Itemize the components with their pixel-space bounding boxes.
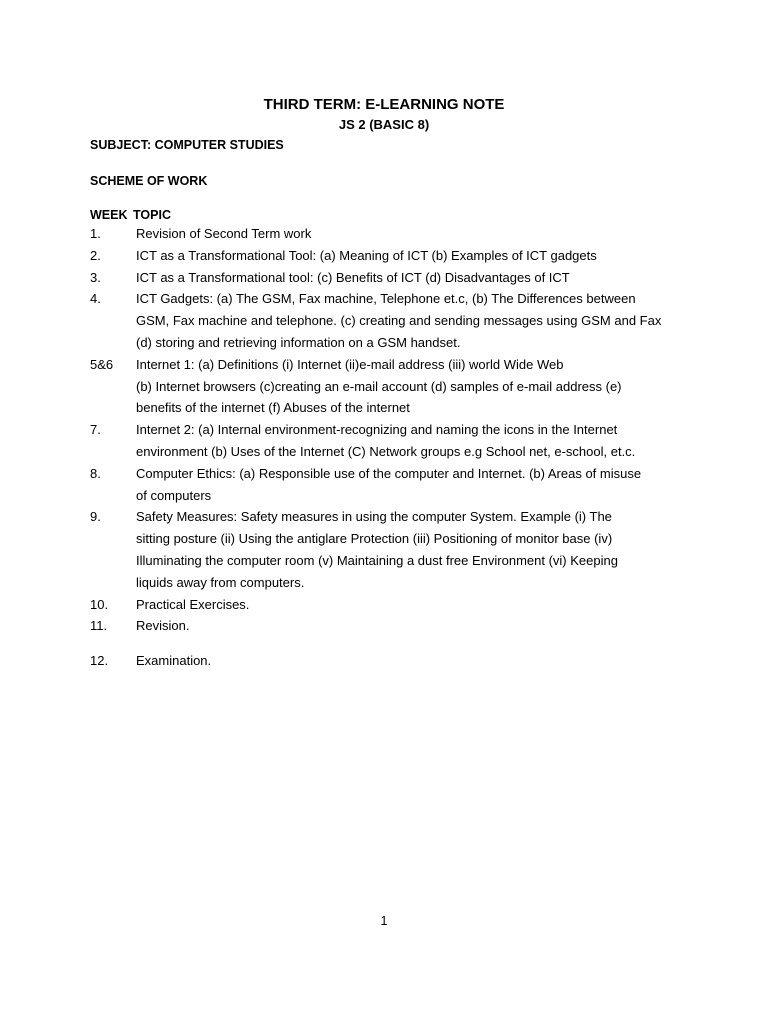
- week-number: 1.: [90, 226, 101, 241]
- subject-heading: SUBJECT: COMPUTER STUDIES: [90, 138, 284, 152]
- page-number: 1: [380, 914, 388, 928]
- topic-text: ICT as a Transformational tool: (c) Benefits of ICT (d) Disadvantages of ICT: [136, 269, 570, 285]
- document-subtitle: JS 2 (BASIC 8): [338, 117, 430, 132]
- list-item: [90, 615, 690, 637]
- week-number: 7.: [90, 422, 101, 438]
- list-item: [90, 267, 690, 289]
- topic-text: (d) storing and retrieving information on a GSM handset.: [136, 334, 461, 350]
- list-item: [90, 594, 690, 616]
- topic-text: Practical Exercises.: [136, 596, 250, 612]
- week-number: 10.: [90, 596, 109, 612]
- week-number: 8.: [90, 465, 101, 481]
- topic-text: of computers: [136, 487, 212, 503]
- week-number: 2.: [90, 247, 101, 263]
- week-number: 4.: [90, 291, 101, 307]
- topic-text: (b) Internet browsers (c)creating an e-mail account (d) samples of e-mail address (e): [136, 378, 622, 394]
- scheme-list: [90, 223, 690, 672]
- week-number: 3.: [90, 269, 101, 285]
- topic-text: Safety Measures: Safety measures in using the computer System. Example (i) The: [136, 509, 612, 525]
- topic-text: sitting posture (ii) Using the antiglare Protection (iii) Positioning of monitor base (iv): [136, 531, 613, 547]
- topic-text: benefits of the internet (f) Abuses of the internet: [136, 400, 410, 416]
- week-number: 9.: [90, 509, 101, 525]
- topic-column-header: TOPIC: [133, 208, 171, 222]
- topic-text: ICT Gadgets: (a) The GSM, Fax machine, Telephone et.c, (b) The Differences between: [136, 291, 636, 307]
- list-item: [90, 650, 690, 672]
- document-title: THIRD TERM: E-LEARNING NOTE: [263, 96, 505, 113]
- list-item: [90, 288, 690, 353]
- topic-text: GSM, Fax machine and telephone. (c) creating and sending messages using GSM and Fax: [136, 313, 662, 329]
- topic-text: Revision of Second Term work: [136, 226, 312, 241]
- topic-text: Examination.: [136, 653, 212, 669]
- topic-text: liquids away from computers.: [136, 574, 305, 590]
- topic-text: ICT as a Transformational Tool: (a) Meaning of ICT (b) Examples of ICT gadgets: [136, 247, 597, 263]
- topic-text: Revision.: [136, 618, 190, 634]
- list-item: [90, 506, 690, 593]
- week-number: 5&6: [90, 356, 114, 372]
- week-number: 12.: [90, 653, 109, 669]
- topic-text: Computer Ethics: (a) Responsible use of the computer and Internet. (b) Areas of misuse: [136, 465, 642, 481]
- list-item: [90, 463, 690, 507]
- week-number: 11.: [90, 618, 108, 634]
- list-item: [90, 419, 690, 463]
- list-item: [90, 223, 690, 245]
- topic-text: Internet 1: (a) Definitions (i) Internet (ii)e-mail address (iii) world Wide Web: [136, 356, 564, 372]
- week-column-header: WEEK: [90, 208, 128, 222]
- list-item: [90, 245, 690, 267]
- scheme-heading: SCHEME OF WORK: [90, 174, 208, 188]
- list-item: [90, 354, 690, 419]
- topic-text: Internet 2: (a) Internal environment-recognizing and naming the icons in the Internet: [136, 422, 618, 438]
- topic-text: Illuminating the computer room (v) Maintaining a dust free Environment (vi) Keeping: [136, 552, 618, 568]
- topic-text: environment (b) Uses of the Internet (C) Network groups e.g School net, e-school, et.c.: [136, 443, 636, 459]
- table-header: [90, 206, 171, 224]
